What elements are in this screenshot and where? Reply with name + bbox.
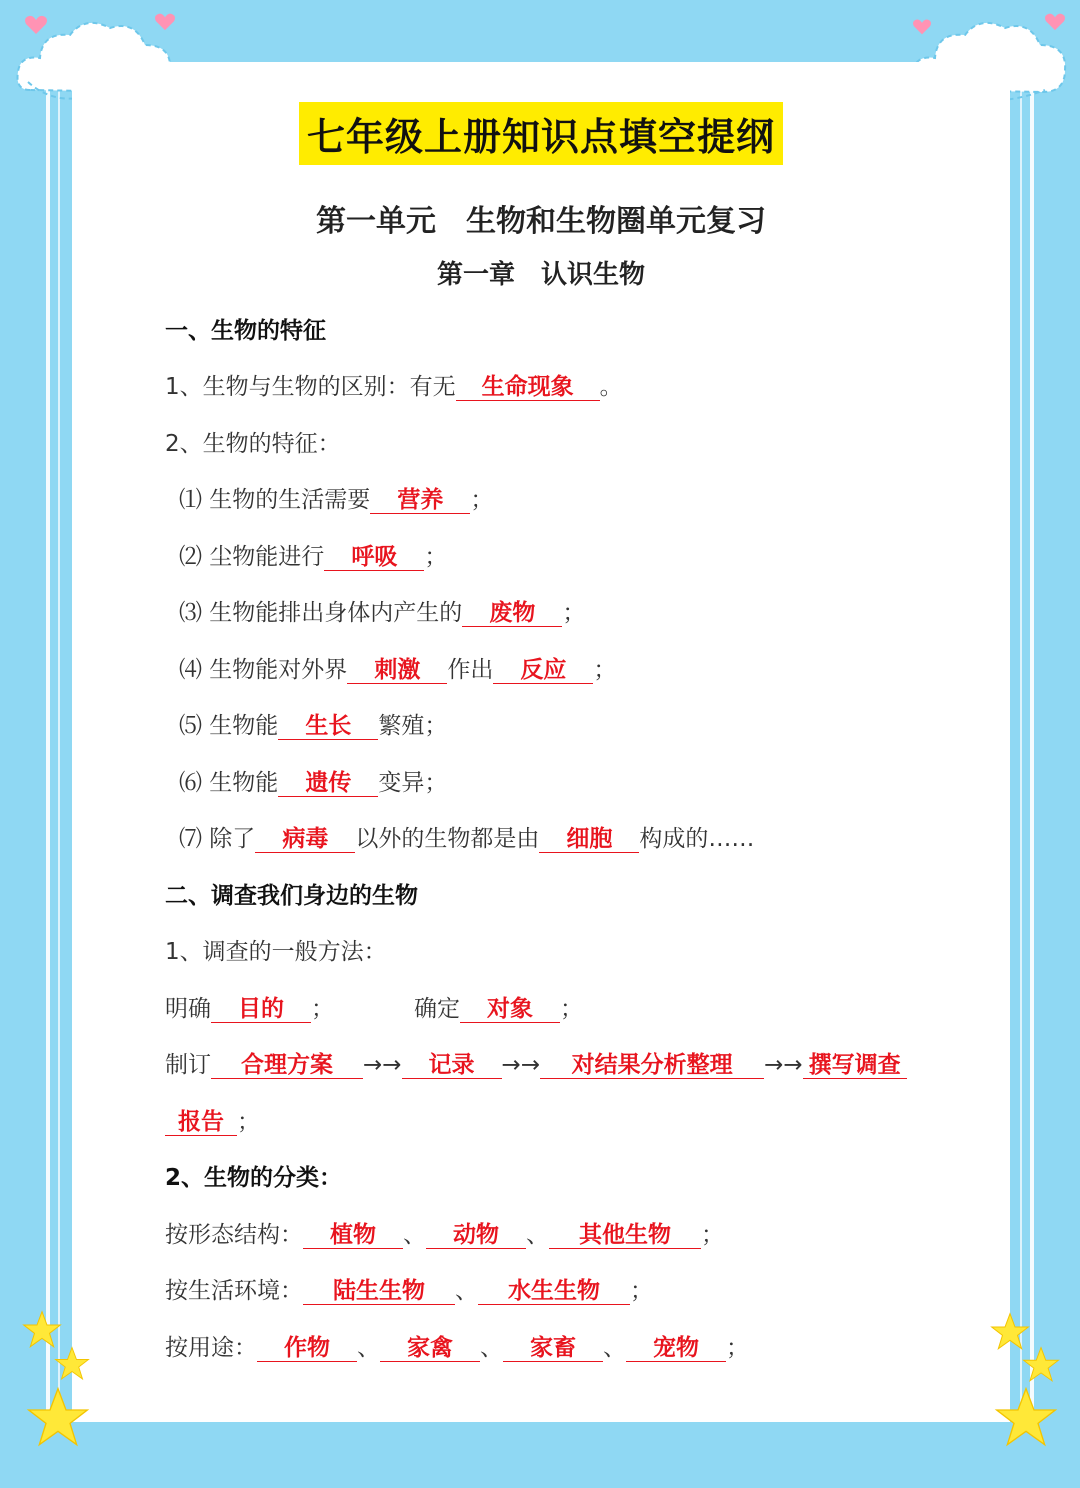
heart-icon — [912, 18, 932, 36]
answer-blank: 报告 — [165, 1109, 237, 1136]
list-item: 按用途： 作物 、 家禽 、 家畜 、 宠物 ； — [165, 1335, 749, 1361]
list-item: 按形态结构： 植物 、 动物 、 其他生物 ； — [165, 1222, 724, 1248]
answer-blank: 呼吸 — [324, 544, 424, 571]
title-block — [72, 102, 1010, 165]
section-heading: 一、生物的特征 — [165, 318, 326, 344]
list-item: ⑷ 生物能对外界 刺激 作出 反应 ； — [179, 657, 617, 683]
answer-blank: 动物 — [426, 1222, 526, 1249]
list-item: ⑺ 除了 病毒 以外的生物都是由 细胞 构成的…… — [179, 826, 755, 852]
list-item: ⑸ 生物能 生长 繁殖； — [179, 713, 448, 739]
star-icon — [22, 1310, 62, 1350]
section-heading: 二、调查我们身边的生物 — [165, 883, 418, 909]
answer-blank: 记录 — [402, 1052, 502, 1079]
frame-stripe-left — [46, 60, 50, 1428]
answer-blank: 目的 — [211, 996, 311, 1023]
chapter-title: 第一章 认识生物 — [436, 260, 645, 290]
answer-blank: 陆生生物 — [303, 1278, 455, 1305]
answer-blank: 家畜 — [503, 1335, 603, 1362]
answer-blank: 水生生物 — [478, 1278, 630, 1305]
answer-blank: 宠物 — [626, 1335, 726, 1362]
star-icon — [54, 1346, 90, 1382]
answer-blank: 家禽 — [380, 1335, 480, 1362]
list-item: 制订 合理方案 →→ 记录 →→ 对结果分析整理 →→ 撰写调查 — [165, 1046, 907, 1079]
answer-blank: 反应 — [493, 657, 593, 684]
answer-blank: 植物 — [303, 1222, 403, 1249]
list-item: 1、调查的一般方法： — [165, 939, 387, 965]
answer-blank: 其他生物 — [549, 1222, 701, 1249]
list-item: ⑵ 尘物能进行 呼吸 ； — [179, 544, 448, 570]
answer-blank: 遗传 — [278, 770, 378, 797]
heart-icon — [154, 12, 176, 32]
answer-blank: 对象 — [460, 996, 560, 1023]
answer-blank: 刺激 — [347, 657, 447, 684]
answer-blank: 合理方案 — [211, 1052, 363, 1079]
list-item: ⑹ 生物能 遗传 变异； — [179, 770, 448, 796]
answer-blank: 生长 — [278, 713, 378, 740]
list-item: 明确 目的 ； 确定 对象 ； — [165, 996, 583, 1022]
list-item: 1、生物与生物的区别：有无 生命现象 。 — [165, 374, 623, 400]
star-icon — [26, 1386, 90, 1450]
answer-blank: 撰写调查 — [803, 1052, 907, 1079]
answer-blank: 废物 — [462, 600, 562, 627]
answer-blank: 病毒 — [255, 826, 355, 853]
frame-stripe-right-thin — [1020, 60, 1022, 1428]
answer-blank: 对结果分析整理 — [540, 1052, 764, 1079]
answer-blank: 生命现象 — [456, 374, 600, 401]
list-item: ⑴ 生物的生活需要 营养 ； — [179, 487, 494, 513]
star-icon — [994, 1386, 1058, 1450]
answer-blank: 作物 — [257, 1335, 357, 1362]
worksheet-paper — [72, 62, 1010, 1422]
unit-title: 第一单元 生物和生物圈单元复习 — [316, 204, 766, 239]
answer-blank: 营养 — [370, 487, 470, 514]
list-item: 按生活环境： 陆生生物 、 水生生物 ； — [165, 1278, 653, 1304]
section-heading: 2、生物的分类： — [165, 1165, 343, 1191]
frame-stripe-right — [1030, 60, 1034, 1428]
list-item: 报告 ； — [165, 1103, 260, 1136]
heart-icon — [24, 14, 48, 36]
list-item: ⑶ 生物能排出身体内产生的 废物 ； — [179, 600, 586, 626]
list-item: 2、生物的特征： — [165, 431, 341, 457]
star-icon — [1022, 1346, 1060, 1384]
answer-blank: 细胞 — [539, 826, 639, 853]
frame-stripe-left-thin — [58, 60, 60, 1428]
page-title: 七年级上册知识点填空提纲 — [299, 102, 783, 165]
heart-icon — [1044, 12, 1066, 32]
